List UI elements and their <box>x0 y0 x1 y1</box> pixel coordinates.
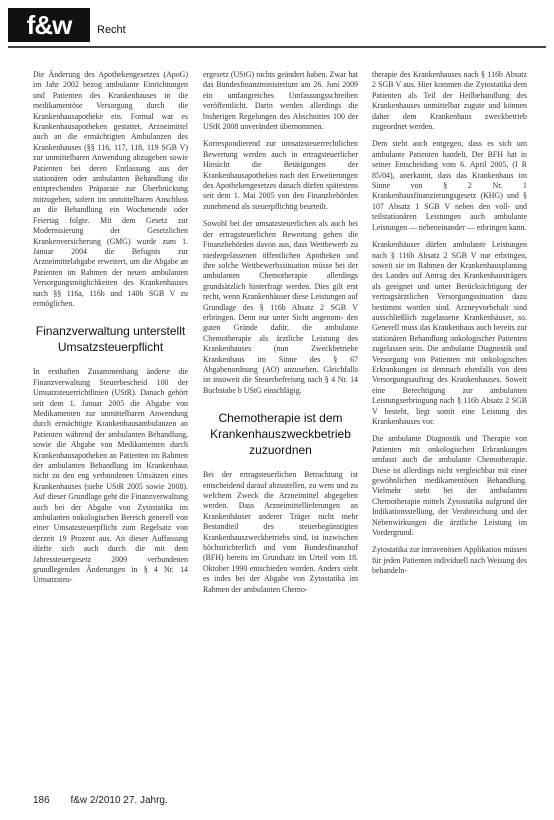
issue-info: f&w 2/2010 27. Jahrg. <box>70 795 168 806</box>
paragraph: Zytostatika zur intravenösen Applikation müssen für jeden Patienten individuell nach Weisung des behandeln- <box>372 545 527 576</box>
column-3 <box>372 70 527 584</box>
section-label: Recht <box>97 24 126 36</box>
paragraph: Die Änderung des Apothekengesetzes (ApoG) im Jahr 2002 bezog ambulante Einrichtungen und Patienten des Krankenhauses in die medikamentöse Versorgung durch die Krankenhausapotheke ein. Formal war es Krankenhausapotheken gestattet, Arzneimittel auch an die ermächtigten Ambulanzen des Krankenhauses (§§ 116, 117, 118, 119 SGB V) zur unmittelbaren Anwendung abzugeben sowie Patienten bei deren Entlassung aus der stationären oder ambulanten Behandlung die entsprechenden Präparate zur Überbrückung mitzugeben, sofern im unmittelbaren Anschluss an die Behandlung ein Wochenende oder Feiertag folgte. Mit dem Gesetz zur Modernisierung der Gesetzlichen Krankenversicherung (GMG) wurde zum 1. Januar 2004 die Befugnis zur Arzneimittelabgabe erweitert, um die Abgabe an Patienten im Rahmen der neuen ambulanten Versorgungsmöglichkeiten des Krankenhauses nach §§ 116a, 116b und 140b SGB V zu ermöglichen. <box>33 70 188 308</box>
paragraph: Korrespondierend zur umsatzsteuerrechtlichen Bewertung werden auch in ertragsteuerlicher Hinsicht die Betätigungen der Krankenhausapotheken nach den Erweiterungen des Apothekengesetzes danach dürfen spätestens seit dem 1. Mai 2005 von den Finanzbehörden zunehmend als steuerpflichtig beurteilt. <box>203 139 358 211</box>
page-footer <box>33 795 168 806</box>
subheading: Chemotherapie ist dem Krankenhauszweckbetrieb zuzuordnen <box>210 411 351 458</box>
paragraph: ergesetz (UStG) nichts geändert haben. Zwar hat das Bundesfinanzministerium am 26. Juni 2009 ein umfangreiches Umfassungsschreiben veröffentlicht. Darin werden allerdings die bisherigen Regelungen des Abschnittes 100 der UStR 2008 unverändert übernommen. <box>203 70 358 132</box>
paragraph: Die ambulante Diagnostik und Therapie von Patienten mit onkologischen Erkrankungen umfasst auch die ambulante Chemotherapie. Diese ist allerdings nicht vergleichbar mit einer gewöhnlichen medikamentösen Behandlung. Vielmehr steht bei der ambulanten Chemotherapie mittels Zytostatika aufgrund der Indikationsstellung, der Verabreichung und der Nebenwirkungen die ärztliche Leistung im Vordergrund. <box>372 434 527 538</box>
column-2 <box>203 70 358 602</box>
magazine-logo: f&w <box>8 8 90 42</box>
column-1 <box>33 70 188 593</box>
paragraph: Krankenhäuser dürfen ambulante Leistungen nach § 116b Absatz 2 SGB V nur erbringen, soweit sie im Rahmen der Krankenhausplanung des Landes auf Antrag des Krankenhausträgers als geeignet und unter Berücksichtigung der vertragsärztlichen Versorgungssituation dazu bestimmt worden sind. Arzneyvorbehalt sind ausschließlich zugelassene Krankenhäuser, so. Generell muss das Krankenhaus auch bereits zur stationären Behandlung onkologischer Patienten zugelassen sein. Die ambulante Diagnostik und Versorgung von Patienten mit onkologischen Erkrankungen ist demnach ebenfalls von dem Versorgungsauftrag des Krankenhauses. Soweit eine Berechtigung zur ambulanten Leistungserbringung nach § 116b Absatz 2 SGB V besteht, liegt somit eine Leistung des Krankenhauses vor. <box>372 240 527 426</box>
page-number: 186 <box>33 795 50 806</box>
paragraph: therapie des Krankenhauses nach § 116b Absatz 2 SGB V aus. Hier kommen die Zytostatika dem Patienten als Teil der Heilbehandlung des Krankenhauses unmittelbar zugute und können daher dem Krankenhaus zweckbetrieb zugeordnet werden. <box>372 70 527 132</box>
subheading: Finanzverwaltung unterstellt Umsatzsteuerpflicht <box>35 324 186 355</box>
paragraph: Sowohl bei der umsatzsteuerlichen als auch bei der ertragsteuerlichen Bewertung gehen die Finanzbehörden davon aus, dass Wettbewerb zu niedergelassenen öffentlichen Apotheken und ihre solche Wettbewerbssituation müsse bei der ambulanten Chemotherapie allerdings grundsätzlich hinterfragt werden. Dies gilt erst recht, wenn Krankenhäuser diese Leistungen auf Grundlage des § 116b Absatz 2 SGB V erbringen. Denn nur unter Sicht angenom- den guten Gründe dafür, die ambulante Chemotherapie als ärztliche Leistung des Krankenhauses (nun Zweckbetriebe Krankenhaus im Sinne des § 67 Abgabenordnung (AO) anzusehen. Gleichfalls ist insoweit die Steuerbefreiung nach § 4 Nr. 14 Buchstabe b UStG einschlägig. <box>203 219 358 395</box>
paragraph: In ersthaften Zusammenhang änderte die Finanzverwaltung Steuerbescheid 100 der Umsatzsteuerrichtlinien (UStR). Danach gehört seit dem 1. Januar 2005 die Abgabe von Medikamenten zur unmittelbaren Anwendung durch ermächtigte Krankenhausambulanzen an Patienten während der ambulanten Behandlung, sowie die Abgabe von Medikamenten durch Krankenhausapotheken an Patienten im Rahmen der ambulanten Behandlung im Krankenhaus nicht zu den eng verbundenen Umsätzen eines Krankenhauses (siehe UStR 2005 sowie 2008). Auf dieser Grundlage geht die Finanzverwaltung auch bei der Abgabe von Zytostatika im ambulanten onkologischen Bereich generell von einer Umsatzsteuerpflicht zum Regelsatz von derzeit 19 Prozent aus. An dieser Auffassung dürfte sich auch durch die mit dem Jahressteuergesetz 2009 verbundenen grundlegenden Änderungen in § 4 Nr. 14 Umsatzsteu- <box>33 367 188 585</box>
header-rule <box>8 46 546 48</box>
paragraph: Bei der ertragsteuerlichen Betrachtung ist entscheidend darauf abzustellen, zu wem und zu welchem Zweck die Arzneimittel abgegeben werden. Dass Arzneimittellieferungen an Krankenhäuser anderer Träger nicht mehr Bestandteil des steuerbegünstigten Krankenhauszweckbetriebs sind, ist inzwischen höchstrichterlich und vom Bundesfinanzhof (BFH) bereits im Grundsatz im Urteil vom 18. Oktober 1990 entschieden worden. Anders sieht es indes bei der Abgabe von Zytostatika im Rahmen der ambulanten Chemo- <box>203 470 358 594</box>
paragraph: Dem steht auch entgegen, dass es sich um ambulante Patienten handelt. Der BFH hat in seiner Entscheidung vom 6. April 2005, (I R 85/04), anerkannt, dass das Krankenhaus im Sinne von § 2 Nr. 1 Krankenhausfinanzierungsgesetz (KHG) und § 107 Absatz 1 SGB V neben den voll- und teilstationären Leistungen auch ambulante Leistungen — nebeneinander — erbringen kann. <box>372 139 527 232</box>
